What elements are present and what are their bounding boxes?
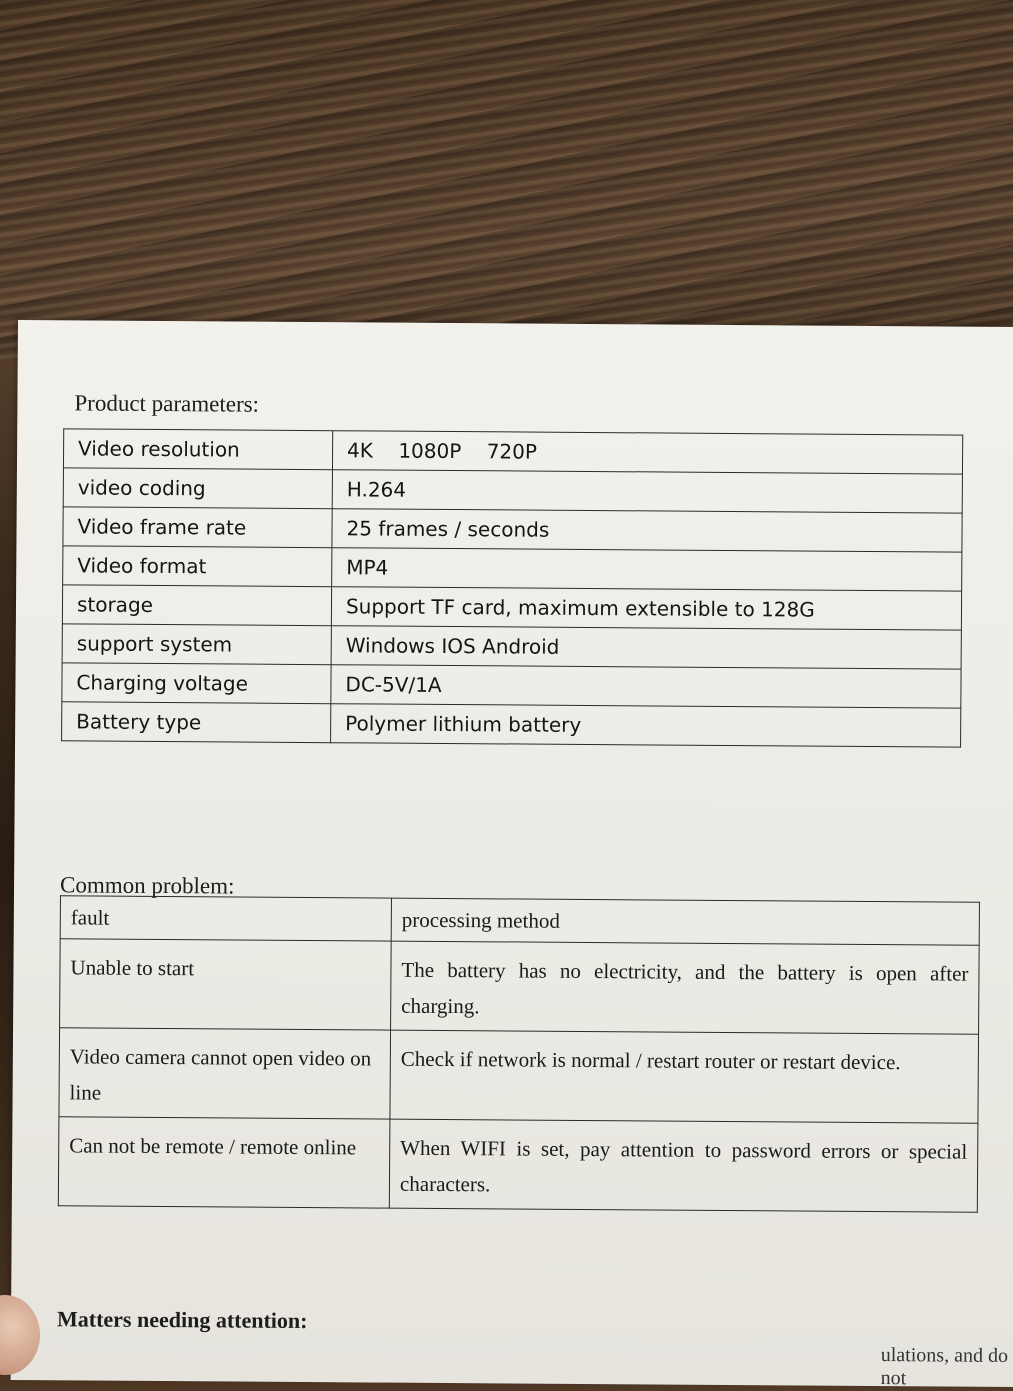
product-parameters-table	[61, 428, 963, 747]
common-problem-table	[58, 895, 980, 1212]
table-header-row	[60, 896, 979, 945]
table-row	[62, 585, 961, 630]
method-header: processing method	[391, 898, 979, 945]
param-key: Video resolution	[63, 429, 332, 470]
fault-cell: Can not be remote / remote online	[58, 1117, 390, 1208]
param-value: Support TF card, maximum extensible to 128G	[331, 587, 961, 630]
param-value: H.264	[332, 470, 962, 513]
param-value: Polymer lithium battery	[331, 704, 961, 747]
param-value: 4K 1080P 720P	[332, 431, 962, 474]
manual-page	[11, 320, 1013, 1390]
param-key: Charging voltage	[62, 663, 331, 704]
wood-table-background	[0, 0, 1013, 360]
param-key: Battery type	[62, 702, 331, 743]
param-key: Video frame rate	[63, 507, 332, 548]
table-row	[60, 939, 980, 1034]
param-key: storage	[62, 585, 331, 626]
param-key: Video format	[63, 546, 332, 587]
table-row	[63, 546, 962, 591]
fault-header: fault	[60, 896, 391, 941]
table-row	[63, 468, 962, 513]
common-problem-heading: Common problem:	[59, 872, 235, 899]
method-cell: When WIFI is set, pay attention to password errors or special characters.	[389, 1119, 978, 1212]
param-key: video coding	[63, 468, 332, 509]
param-key: support system	[62, 624, 331, 665]
table-row	[62, 624, 961, 669]
product-parameters-heading: Product parameters:	[74, 390, 260, 417]
param-value: DC-5V/1A	[331, 665, 961, 708]
table-row	[63, 429, 962, 474]
fault-cell: Unable to start	[60, 939, 392, 1030]
fault-cell: Video camera cannot open video on line	[59, 1028, 391, 1119]
method-cell: Check if network is normal / restart router or restart device.	[390, 1030, 979, 1123]
table-row	[62, 663, 961, 708]
table-row	[62, 702, 961, 747]
partial-text: ulations, and do not	[880, 1344, 1009, 1390]
method-cell: The battery has no electricity, and the battery is open after charging.	[391, 941, 980, 1034]
table-row	[58, 1117, 978, 1212]
matters-heading: Matters needing attention:	[56, 1306, 308, 1334]
param-value: 25 frames / seconds	[332, 509, 962, 552]
param-value: Windows IOS Android	[331, 626, 961, 669]
table-row	[59, 1028, 979, 1123]
param-value: MP4	[332, 548, 962, 591]
table-row	[63, 507, 962, 552]
